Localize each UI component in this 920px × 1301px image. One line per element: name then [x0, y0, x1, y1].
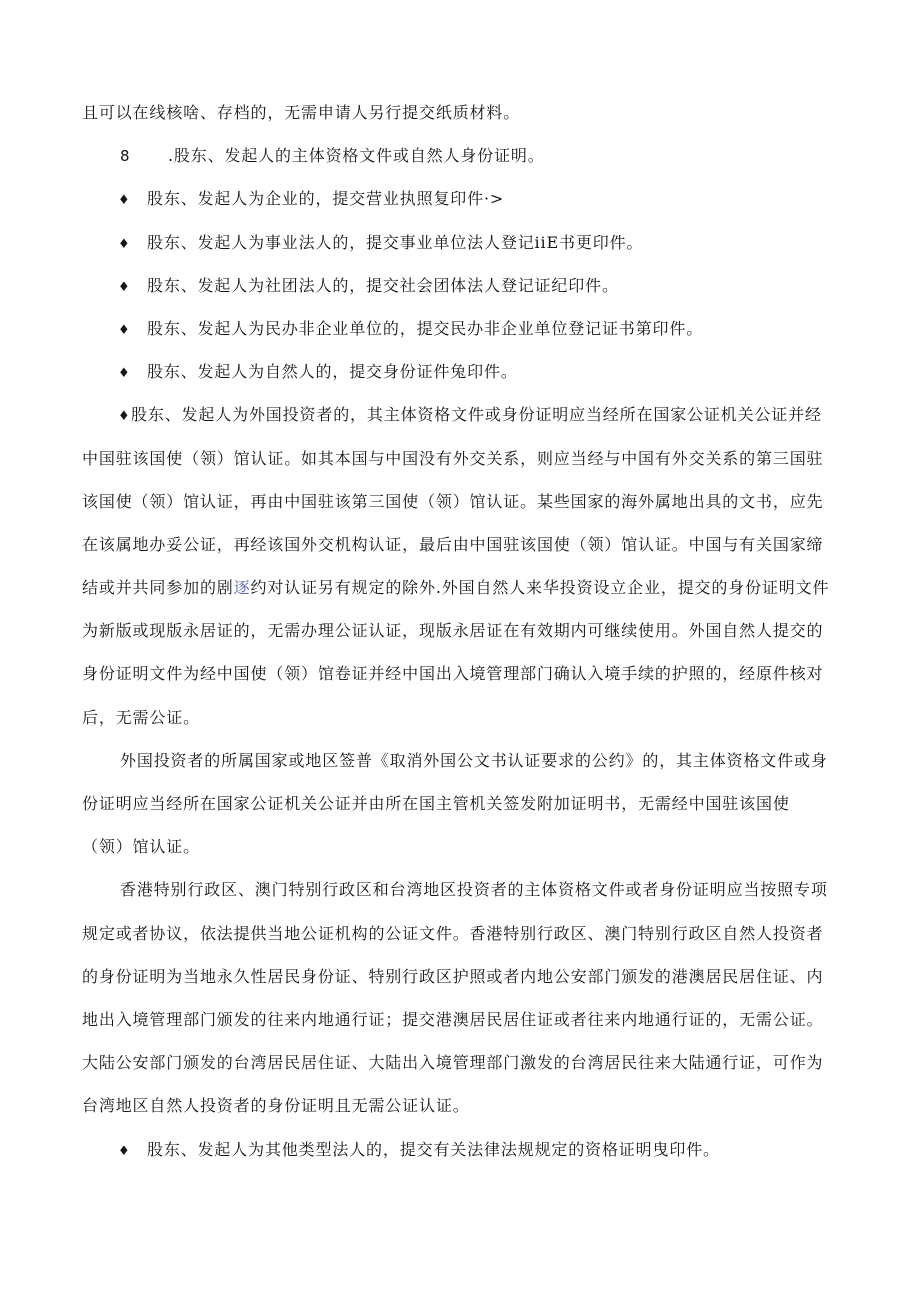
bullet-text: 股东、发起人为企业的，提交营业执照复印件·> — [147, 189, 505, 209]
paragraph-line: （领）馆认证。 — [82, 837, 200, 857]
document-body — [82, 91, 882, 1171]
bullet-text: 股东、发起人为自然人的，提交身份证件兔印件。 — [147, 362, 518, 382]
diamond-bullet-icon: ♦ — [118, 193, 130, 209]
paragraph-line: 香港特别行政区、澳门特别行政区和台湾地区投资者的主体资格文件或者身份证明应当按照专项 — [120, 880, 828, 900]
paragraph-line-text: 约对认证另有规定的除外.外国自然人来华投资设立企业，提交的身份证明文件 — [250, 578, 830, 598]
diamond-bullet-icon: ♦ — [118, 236, 130, 252]
item-heading — [82, 134, 882, 177]
paragraph-line — [82, 393, 882, 436]
diamond-bullet-icon: ♦ — [118, 366, 130, 382]
intro-line: 且可以在线核啥、存档的，无需申请人另行提交纸质材料。 — [82, 103, 521, 122]
apostille-paragraph — [82, 739, 882, 869]
paragraph-line: 外国投资者的所属国家或地区签普《取消外国公文书认证要求的公约》的，其主体资格文件或身 — [120, 750, 828, 770]
diamond-bullet-icon: ♦ — [118, 1143, 130, 1159]
item-number: 8 — [120, 147, 130, 166]
paragraph-line: 后，无需公证。 — [82, 707, 200, 727]
paragraph-line: 身份证明文件为经中国使（领）馆卷证并经中国出入境管理部门确认入境手续的护照的，经原件核对 — [82, 664, 824, 684]
paragraph-line — [82, 566, 882, 609]
foreign-investor-paragraph — [82, 393, 882, 739]
paragraph-line-text: 股东、发起人为外国投资者的，其主体资格文件或身份证明应当经所在国家公证机关公证并经 — [131, 405, 822, 425]
paragraph-line: 为新版或现版永居证的，无需办理公证认证，现版永居证在有效期内可继续使用。外国自然人提交的 — [82, 621, 824, 641]
bullet-text: 股东、发起人为社团法人的，提交社会团体法人登记证纪印件。 — [147, 275, 619, 295]
diamond-bullet-icon: ♦ — [118, 322, 130, 338]
paragraph-line-text: 结或并共同参加的剧 — [82, 578, 234, 598]
paragraph-line: 中国驻该国使（领）馆认证。如其本国与中国没有外交关系，则应当经与中国有外交关系的第三国驻 — [82, 448, 824, 468]
paragraph-line: 在该属地办妥公证，再经该国外交机构认证，最后由中国驻该国使（领）馆认证。中国与有关国家缔 — [82, 534, 824, 554]
bullet-item — [82, 350, 882, 393]
hk-macao-taiwan-paragraph — [82, 868, 882, 1127]
paragraph-line: 份证明应当经所在国家公证机关公证并由所在国主管机关签发附加证明书，无需经中国驻该国使 — [82, 794, 790, 813]
bullet-item — [82, 1128, 882, 1171]
diamond-bullet-icon: ♦ — [118, 409, 130, 425]
diamond-bullet-icon: ♦ — [118, 279, 130, 295]
bullet-item — [82, 264, 882, 307]
paragraph-line: 的身份证明为当地永久性居民身份证、特别行政区护照或者内地公安部门颁发的港澳居民居住证、内 — [82, 966, 824, 986]
bullet-text: 股东、发起人为民办非企业单位的，提交民办非企业单位登记证书第印件。 — [147, 318, 704, 338]
bullet-text: 股东、发起人为事业法人的，提交事业单位法人登记iiE书更印件。 — [147, 232, 644, 252]
bullet-item — [82, 177, 882, 220]
paragraph-line: 地出入境管理部门颁发的往来内地通行证；提交港澳居民居住证或者往来内地通行证的，无需公证。 — [82, 1009, 824, 1029]
item-title: .股东、发起人的主体资格文件或自然人身份证明。 — [168, 146, 545, 166]
highlighted-character: 逐 — [233, 578, 251, 598]
bullet-item — [82, 221, 882, 264]
paragraph-line: 台湾地区自然人投资者的身份证明且无需公证认证。 — [82, 1096, 470, 1116]
bullet-text: 股东、发起人为其他类型法人的，提交有关法律法规规定的资格证明曳印件。 — [147, 1139, 720, 1159]
paragraph-line: 该国使（领）馆认证，再由中国驻该第三国使（领）馆认证。某些国家的海外属地出具的文书，应先 — [82, 491, 824, 511]
paragraph-line: 大陆公安部门颁发的台湾居民居住证、大陆出入境管理部门激发的台湾居民往来大陆通行证，可作为 — [82, 1053, 824, 1073]
paragraph-line: 规定或者协议，依法提供当地公证机构的公证文件。香港特别行政区、澳门特别行政区自然人投资者 — [82, 923, 824, 943]
bullet-item — [82, 307, 882, 350]
